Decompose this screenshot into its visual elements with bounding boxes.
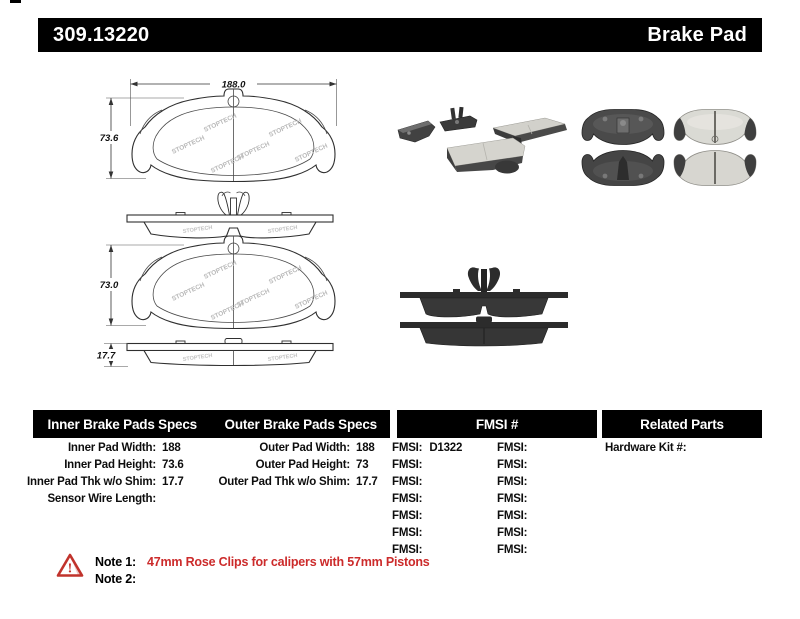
- pad-back-bottom-left: [582, 151, 664, 186]
- watermark-text: STOPTECH: [170, 134, 206, 156]
- part-number: 309.13220: [53, 23, 150, 46]
- page-title: Brake Pad: [647, 23, 747, 46]
- dimension-pad-thickness: [91, 344, 128, 367]
- brake-pad-edge-view-with-clip-drawing: [127, 192, 333, 238]
- spec-row: Outer Pad Thk w/o Shim: 17.7: [218, 476, 378, 488]
- svg-text:73.0: 73.0: [99, 280, 119, 291]
- wear-sensor-bracket: [440, 107, 477, 131]
- pad-friction-top-right: [674, 110, 756, 145]
- fmsi-column-2: [497, 441, 534, 560]
- fmsi-row: FMSI:: [392, 510, 423, 522]
- note1-label: Note 1:: [95, 555, 136, 569]
- watermark-text: STOPTECH: [202, 112, 238, 134]
- fmsi-row: FMSI:: [392, 493, 423, 505]
- watermark-text: STOPTECH: [267, 224, 298, 235]
- spec-row: Sensor Wire Length:: [47, 493, 156, 505]
- svg-text:73.6: 73.6: [99, 133, 119, 144]
- spec-row: Inner Pad Height: 73.6: [64, 459, 184, 471]
- related-parts-column: [605, 441, 691, 458]
- pad-edge-top: [400, 289, 568, 317]
- fmsi-row: FMSI:: [497, 544, 528, 556]
- table-header-inner-specs: Inner Brake Pads Specs: [47, 416, 197, 432]
- fmsi-row: FMSI:: [497, 442, 528, 454]
- watermark-text: STOPTECH: [235, 140, 271, 162]
- corner-print-mark: [10, 0, 21, 3]
- watermark-text: STOPTECH: [182, 224, 213, 235]
- spec-row: Inner Pad Thk w/o Shim: 17.7: [27, 476, 184, 488]
- fmsi-column-1: [392, 441, 462, 560]
- watermark-text: STOPTECH: [267, 352, 298, 363]
- related-parts-row: Hardware Kit #:: [605, 442, 687, 454]
- outer-specs-column: [194, 441, 378, 492]
- table-header-fmsi: FMSI #: [397, 410, 597, 438]
- fmsi-row: FMSI:: [497, 476, 528, 488]
- table-header-related-parts: Related Parts: [602, 410, 762, 438]
- fmsi-row: FMSI:: [392, 476, 423, 488]
- spec-row: Inner Pad Width: 188: [67, 442, 181, 454]
- fmsi-row: FMSI:: [392, 544, 423, 556]
- note1-text: 47mm Rose Clips for calipers with 57mm Pistons: [147, 555, 430, 569]
- pad-edge-bottom: [400, 317, 568, 347]
- table-header-outer-specs: Outer Brake Pads Specs: [224, 416, 377, 432]
- header-bar: [38, 18, 762, 52]
- inner-specs-column: [0, 441, 184, 509]
- brake-pad-front-lower: [447, 138, 525, 174]
- table-header-pads-specs: [33, 410, 390, 438]
- watermark-text: STOPTECH: [182, 352, 213, 363]
- fmsi-row: FMSI:: [497, 510, 528, 522]
- fmsi-row: FMSI: D1322: [392, 442, 463, 454]
- svg-text:17.7: 17.7: [96, 350, 116, 362]
- watermark-text: STOPTECH: [267, 117, 303, 139]
- spec-row: Outer Pad Height: 73: [255, 459, 369, 471]
- svg-text:188.0: 188.0: [221, 79, 246, 91]
- watermark-text: STOPTECH: [209, 153, 245, 175]
- warning-triangle-icon: [57, 553, 83, 578]
- product-photo-pad-set: [576, 100, 762, 195]
- spec-row: Outer Pad Width: 188: [259, 442, 375, 454]
- product-photo-pads-angled: [395, 100, 580, 180]
- fmsi-row: FMSI:: [392, 527, 423, 539]
- brake-pad-edge-view-drawing: [91, 339, 333, 367]
- watermark-text: STOPTECH: [293, 142, 329, 164]
- technical-drawing: [88, 74, 350, 376]
- brake-pad-front-view-drawing: [132, 89, 335, 182]
- pad-friction-bottom-right: [674, 151, 756, 186]
- fmsi-row: FMSI:: [392, 459, 423, 471]
- svg-text:!: !: [67, 561, 73, 577]
- brake-clip-part: [398, 121, 435, 142]
- abutment-clip-photo: [468, 267, 500, 293]
- note2-label: Note 2:: [95, 572, 136, 586]
- product-photo-pad-edges: [398, 262, 570, 348]
- fmsi-row: FMSI:: [497, 493, 528, 505]
- fmsi-row: FMSI:: [497, 459, 528, 471]
- pad-back-top-left: [582, 110, 664, 145]
- fmsi-row: FMSI:: [497, 527, 528, 539]
